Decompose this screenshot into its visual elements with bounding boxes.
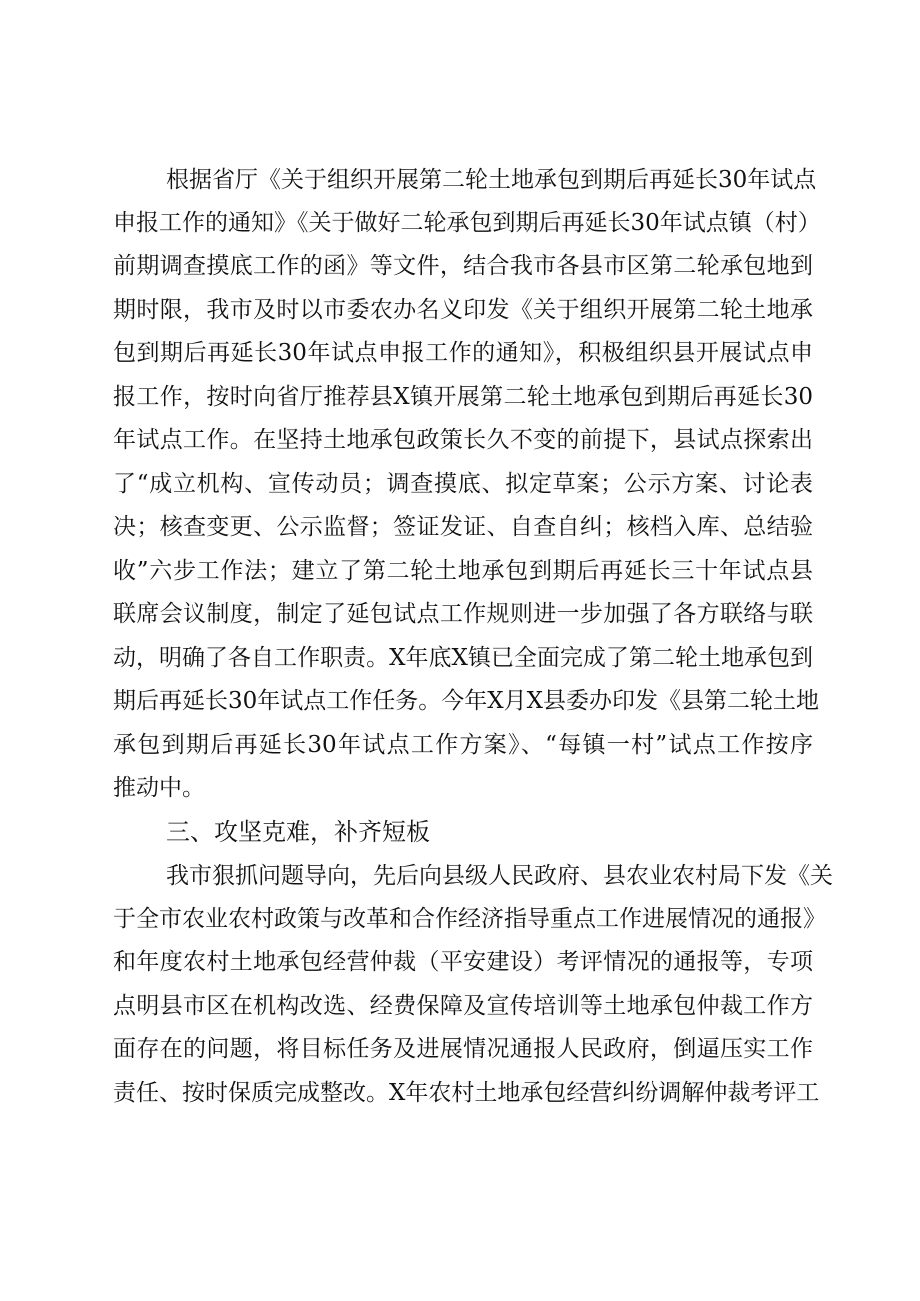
paragraph-line: 决；核查变更、公示监督；签证发证、自查自纠；核档入库、总结验: [113, 514, 813, 540]
paragraph-line: 和年度农村土地承包经营仲裁（平安建设）考评情况的通报等，专项: [113, 949, 813, 975]
paragraph-line: 于全市农业农村政策与改革和合作经济指导重点工作进展情况的通报》: [113, 906, 826, 932]
paragraph-line: 面存在的问题，将目标任务及进展情况通报人民政府，倒逼压实工作: [113, 1036, 813, 1062]
paragraph-line: 联席会议制度，制定了延包试点工作规则进一步加强了各方联络与联: [113, 601, 813, 627]
paragraph-line: 推动中。: [113, 775, 205, 801]
paragraph-line: 包到期后再延长30年试点申报工作的通知》，积极组织县开展试点申: [113, 340, 813, 366]
paragraph-line: 承包到期后再延长30年试点工作方案》、“每镇一村”试点工作按序: [113, 732, 813, 758]
paragraph-line: 点明县市区在机构改选、经费保障及宣传培训等土地承包仲裁工作方: [113, 993, 813, 1019]
paragraph-line: 报工作，按时向省厅推荐县X镇开展第二轮土地承包到期后再延长30: [113, 384, 813, 410]
paragraph-line: 我市狠抓问题导向，先后向县级人民政府、县农业农村局下发《关: [166, 863, 833, 889]
paragraph-line: 年试点工作。在坚持土地承包政策长久不变的前提下，县试点探索出: [113, 427, 813, 453]
paragraph-line: 责任、按时保质完成整改。X年农村土地承包经营纠纷调解仲裁考评工: [113, 1080, 820, 1106]
section-heading: 三、攻坚克难，补齐短板: [166, 818, 430, 846]
paragraph-line: 期时限，我市及时以市委农办名义印发《关于组织开展第二轮土地承: [113, 297, 813, 323]
paragraph-line: 根据省厅《关于组织开展第二轮土地承包到期后再延长30年试点: [166, 167, 817, 193]
paragraph-line: 申报工作的通知》《关于做好二轮承包到期后再延长30年试点镇（村）: [113, 210, 821, 236]
paragraph-line: 期后再延长30年试点工作任务。今年X月X县委办印发《县第二轮土地: [113, 688, 820, 714]
paragraph-line: 收”六步工作法；建立了第二轮土地承包到期后再延长三十年试点县: [113, 558, 813, 584]
paragraph-line: 前期调查摸底工作的函》等文件，结合我市各县市区第二轮承包地到: [113, 253, 813, 279]
paragraph-line: 了“成立机构、宣传动员；调查摸底、拟定草案；公示方案、讨论表: [113, 471, 813, 497]
paragraph-line: 动，明确了各自工作职责。X年底X镇已全面完成了第二轮土地承包到: [113, 645, 813, 671]
